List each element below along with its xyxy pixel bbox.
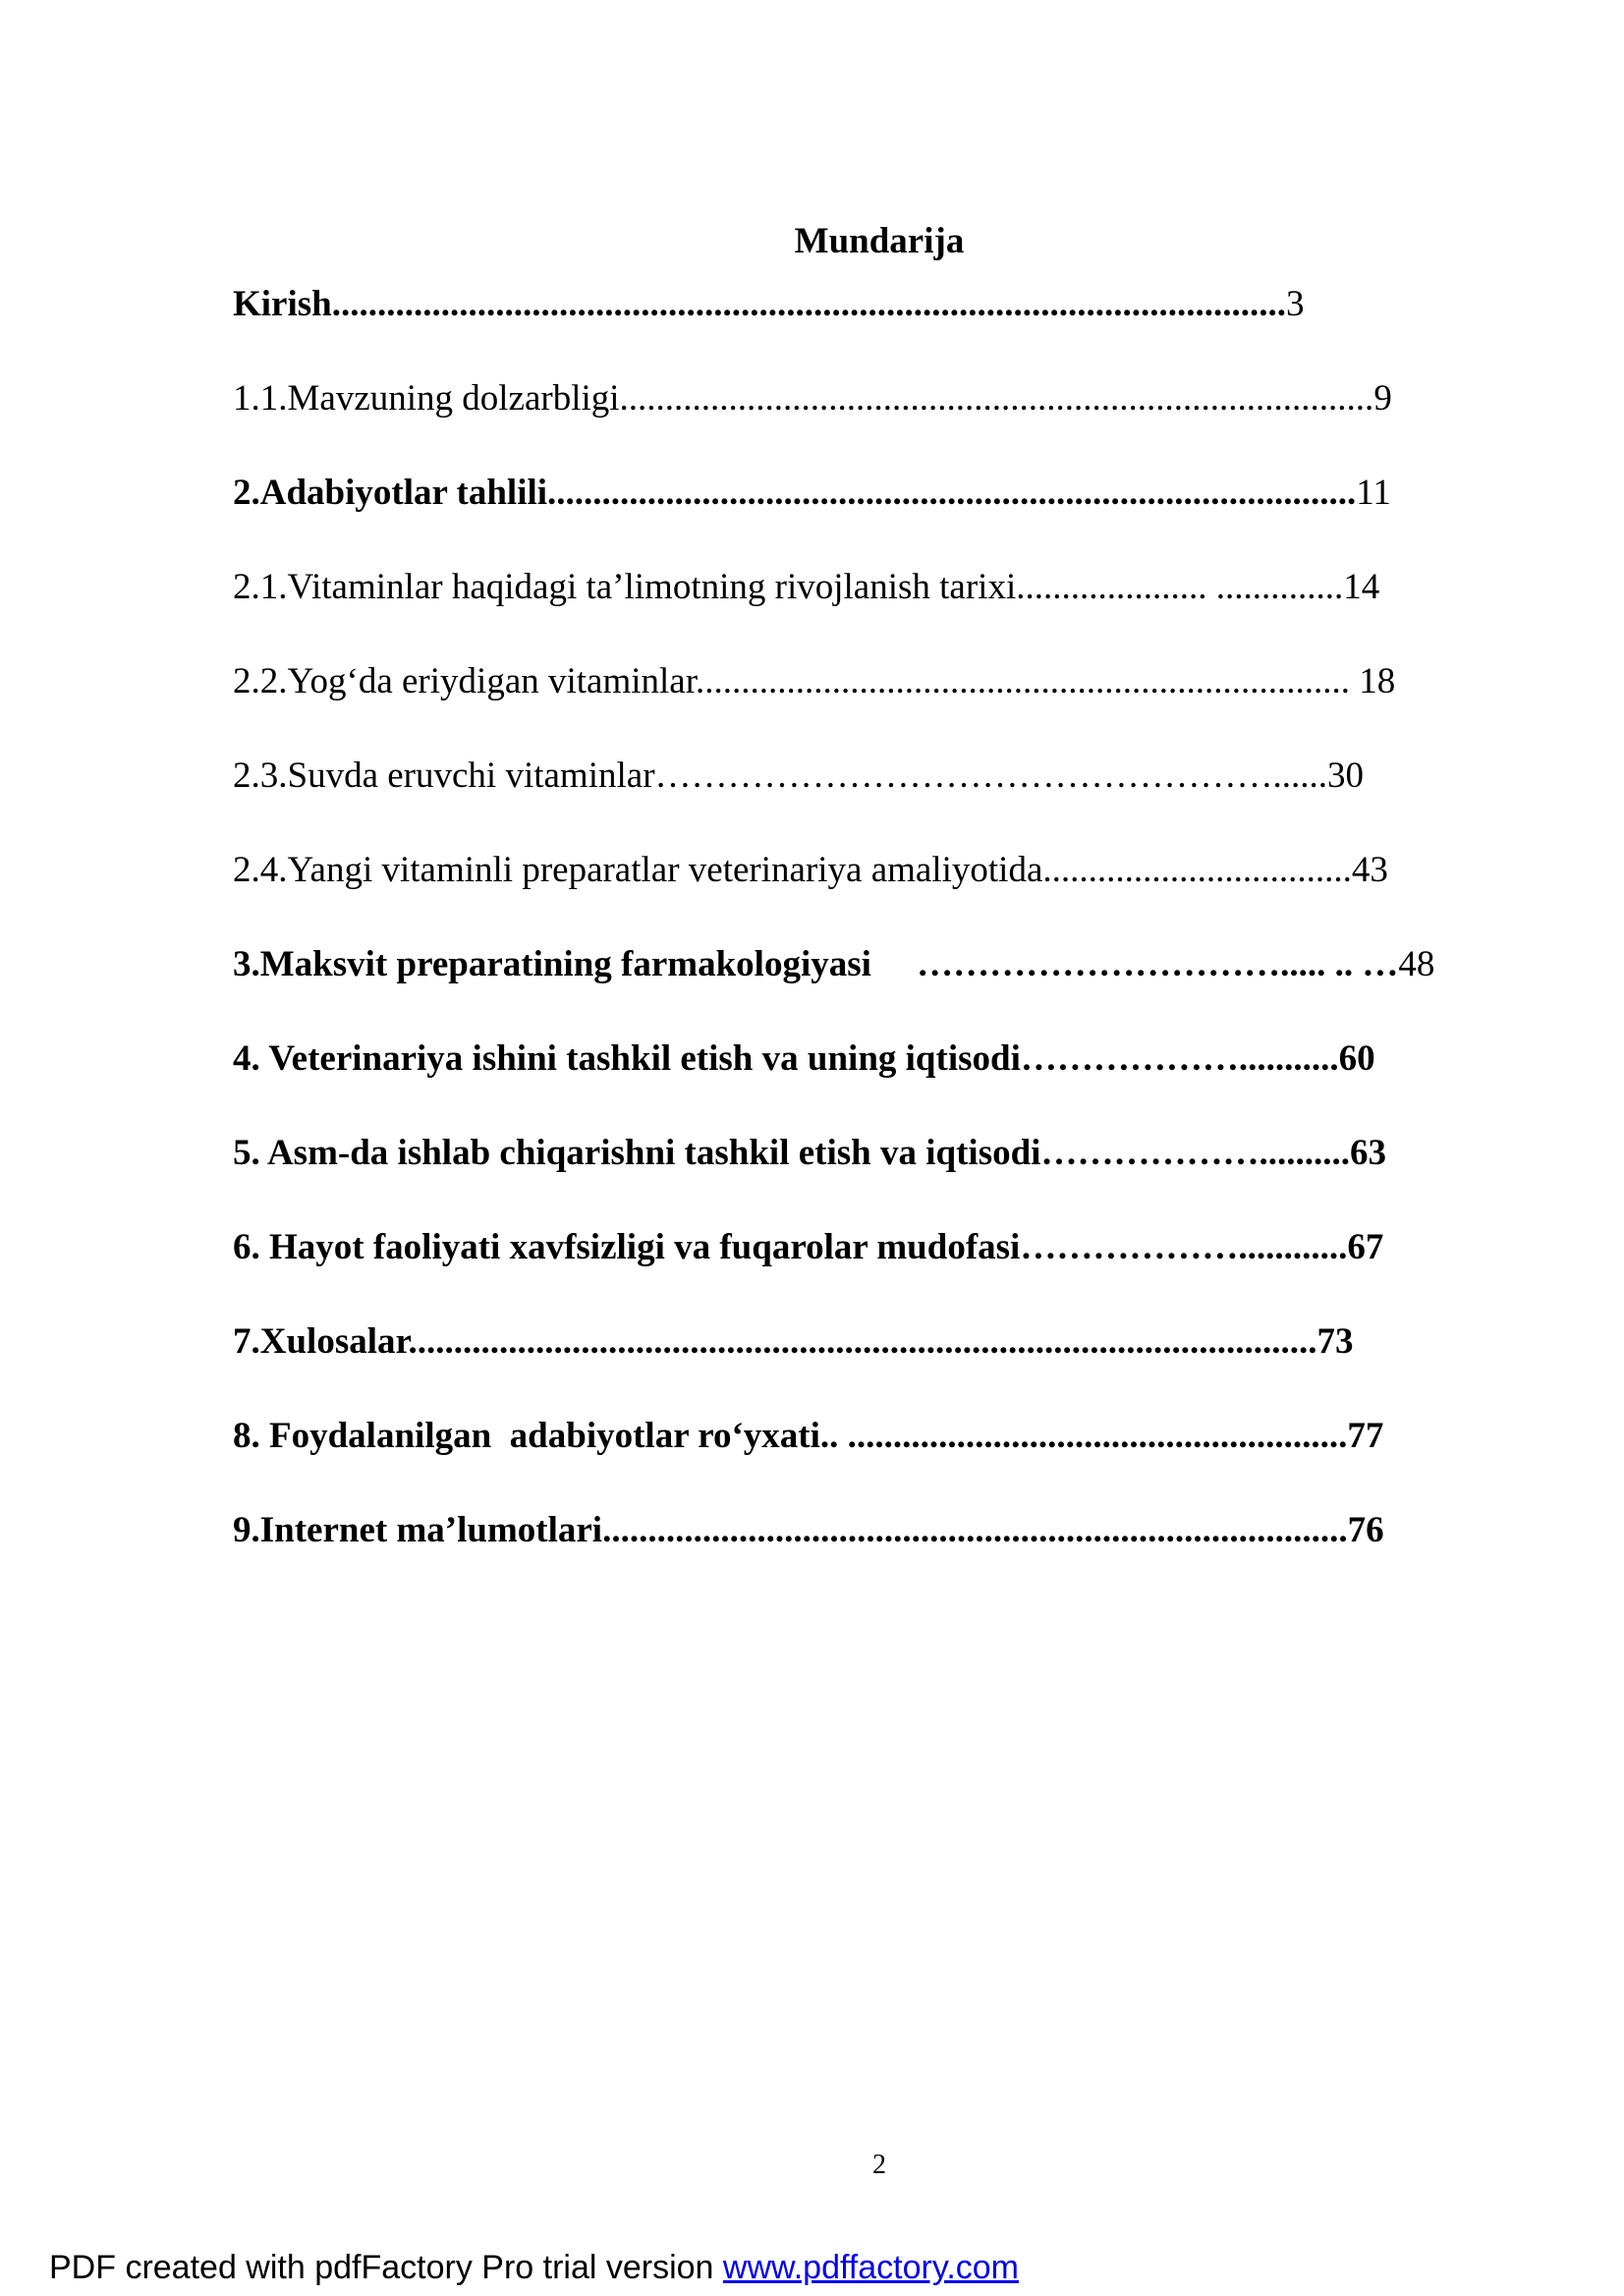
toc-entry: [233, 564, 1379, 611]
footer-text: PDF created with pdfFactory Pro trial version: [49, 2249, 723, 2286]
toc-entry: [233, 1224, 1383, 1271]
toc-entry: [233, 753, 1364, 800]
toc-entry-text: 1.1.Mavzuning dolzarbligi...................................................................................: [233, 378, 1374, 419]
toc-entry-text: 9.Internet ma’lumotlari..................................................................................: [233, 1510, 1348, 1550]
toc-entry-page: 67: [1347, 1227, 1384, 1267]
toc-entry-page: 73: [1316, 1321, 1354, 1362]
footer-link[interactable]: www.pdffactory.com: [722, 2249, 1019, 2286]
toc-entry: [233, 1413, 1383, 1460]
toc-entry-page: 18: [1350, 661, 1396, 701]
toc-entry-text: 2.3.Suvda eruvchi vitaminlar……………………………………………......: [233, 756, 1328, 796]
toc-entry: [233, 1318, 1354, 1366]
toc-entry: [233, 658, 1395, 705]
toc-entry-text: 5. Asm-da ishlab chiqarishni tashkil etish va iqtisodi………………..........: [233, 1133, 1350, 1173]
toc-entry-text: 4. Veterinariya ishini tashkil etish va uning iqtisodi………………...........: [233, 1038, 1339, 1079]
toc-entry: [233, 281, 1305, 328]
toc-entry-text: 6. Hayot faoliyati xavfsizligi va fuqarolar mudofasi………………............: [233, 1227, 1348, 1267]
page-number: 2: [872, 2150, 886, 2180]
toc-entry-text: Kirish.........................................................................................................: [233, 284, 1286, 324]
toc-entry-text: 2.2.Yog‘da eriydigan vitaminlar........................................................................: [233, 661, 1351, 701]
toc-entry: [233, 1036, 1375, 1083]
toc-entry-page: 77: [1347, 1416, 1384, 1456]
toc-entry: [233, 941, 1434, 988]
toc-entry-page: 11: [1356, 473, 1391, 513]
toc-entry-text: 2.Adabiyotlar tahlili.........................................................................................: [233, 473, 1357, 513]
toc-entry-page: 9: [1373, 378, 1392, 419]
toc-entry-page: 14: [1343, 567, 1380, 607]
toc-entry-page: 48: [1398, 944, 1435, 984]
toc-entry: [233, 1507, 1384, 1554]
toc-entry-page: 63: [1349, 1133, 1386, 1173]
page-title: Mundarija: [794, 221, 965, 261]
toc-entry: [233, 375, 1392, 422]
toc-entry-text: 8. Foydalanilgan adabiyotlar ro‘yxati.. .......................................................: [233, 1416, 1348, 1456]
toc-entry-text: 2.1.Vitaminlar haqidagi ta’limotning rivojlanish tarixi..................... ..............: [233, 567, 1344, 607]
toc-entry: [233, 847, 1388, 894]
toc-entry-page: 3: [1286, 284, 1305, 324]
toc-entry-page: 30: [1327, 756, 1365, 796]
toc-entry: [233, 470, 1391, 517]
toc-entry-text: 3.Maksvit preparatining farmakologiyasi …………………………..... .. …: [233, 944, 1399, 984]
toc-entry-text: 2.4.Yangi vitaminli preparatlar veterinariya amaliyotida..................................: [233, 850, 1352, 890]
toc-entry-page: 60: [1338, 1038, 1375, 1079]
toc-entry-page: 76: [1347, 1510, 1384, 1550]
toc-entry: [233, 1130, 1386, 1177]
toc-entry-text: 7.Xulosalar....................................................................................................: [233, 1321, 1317, 1362]
pdf-footer: [49, 2247, 1019, 2288]
toc-entry-page: 43: [1351, 850, 1388, 890]
